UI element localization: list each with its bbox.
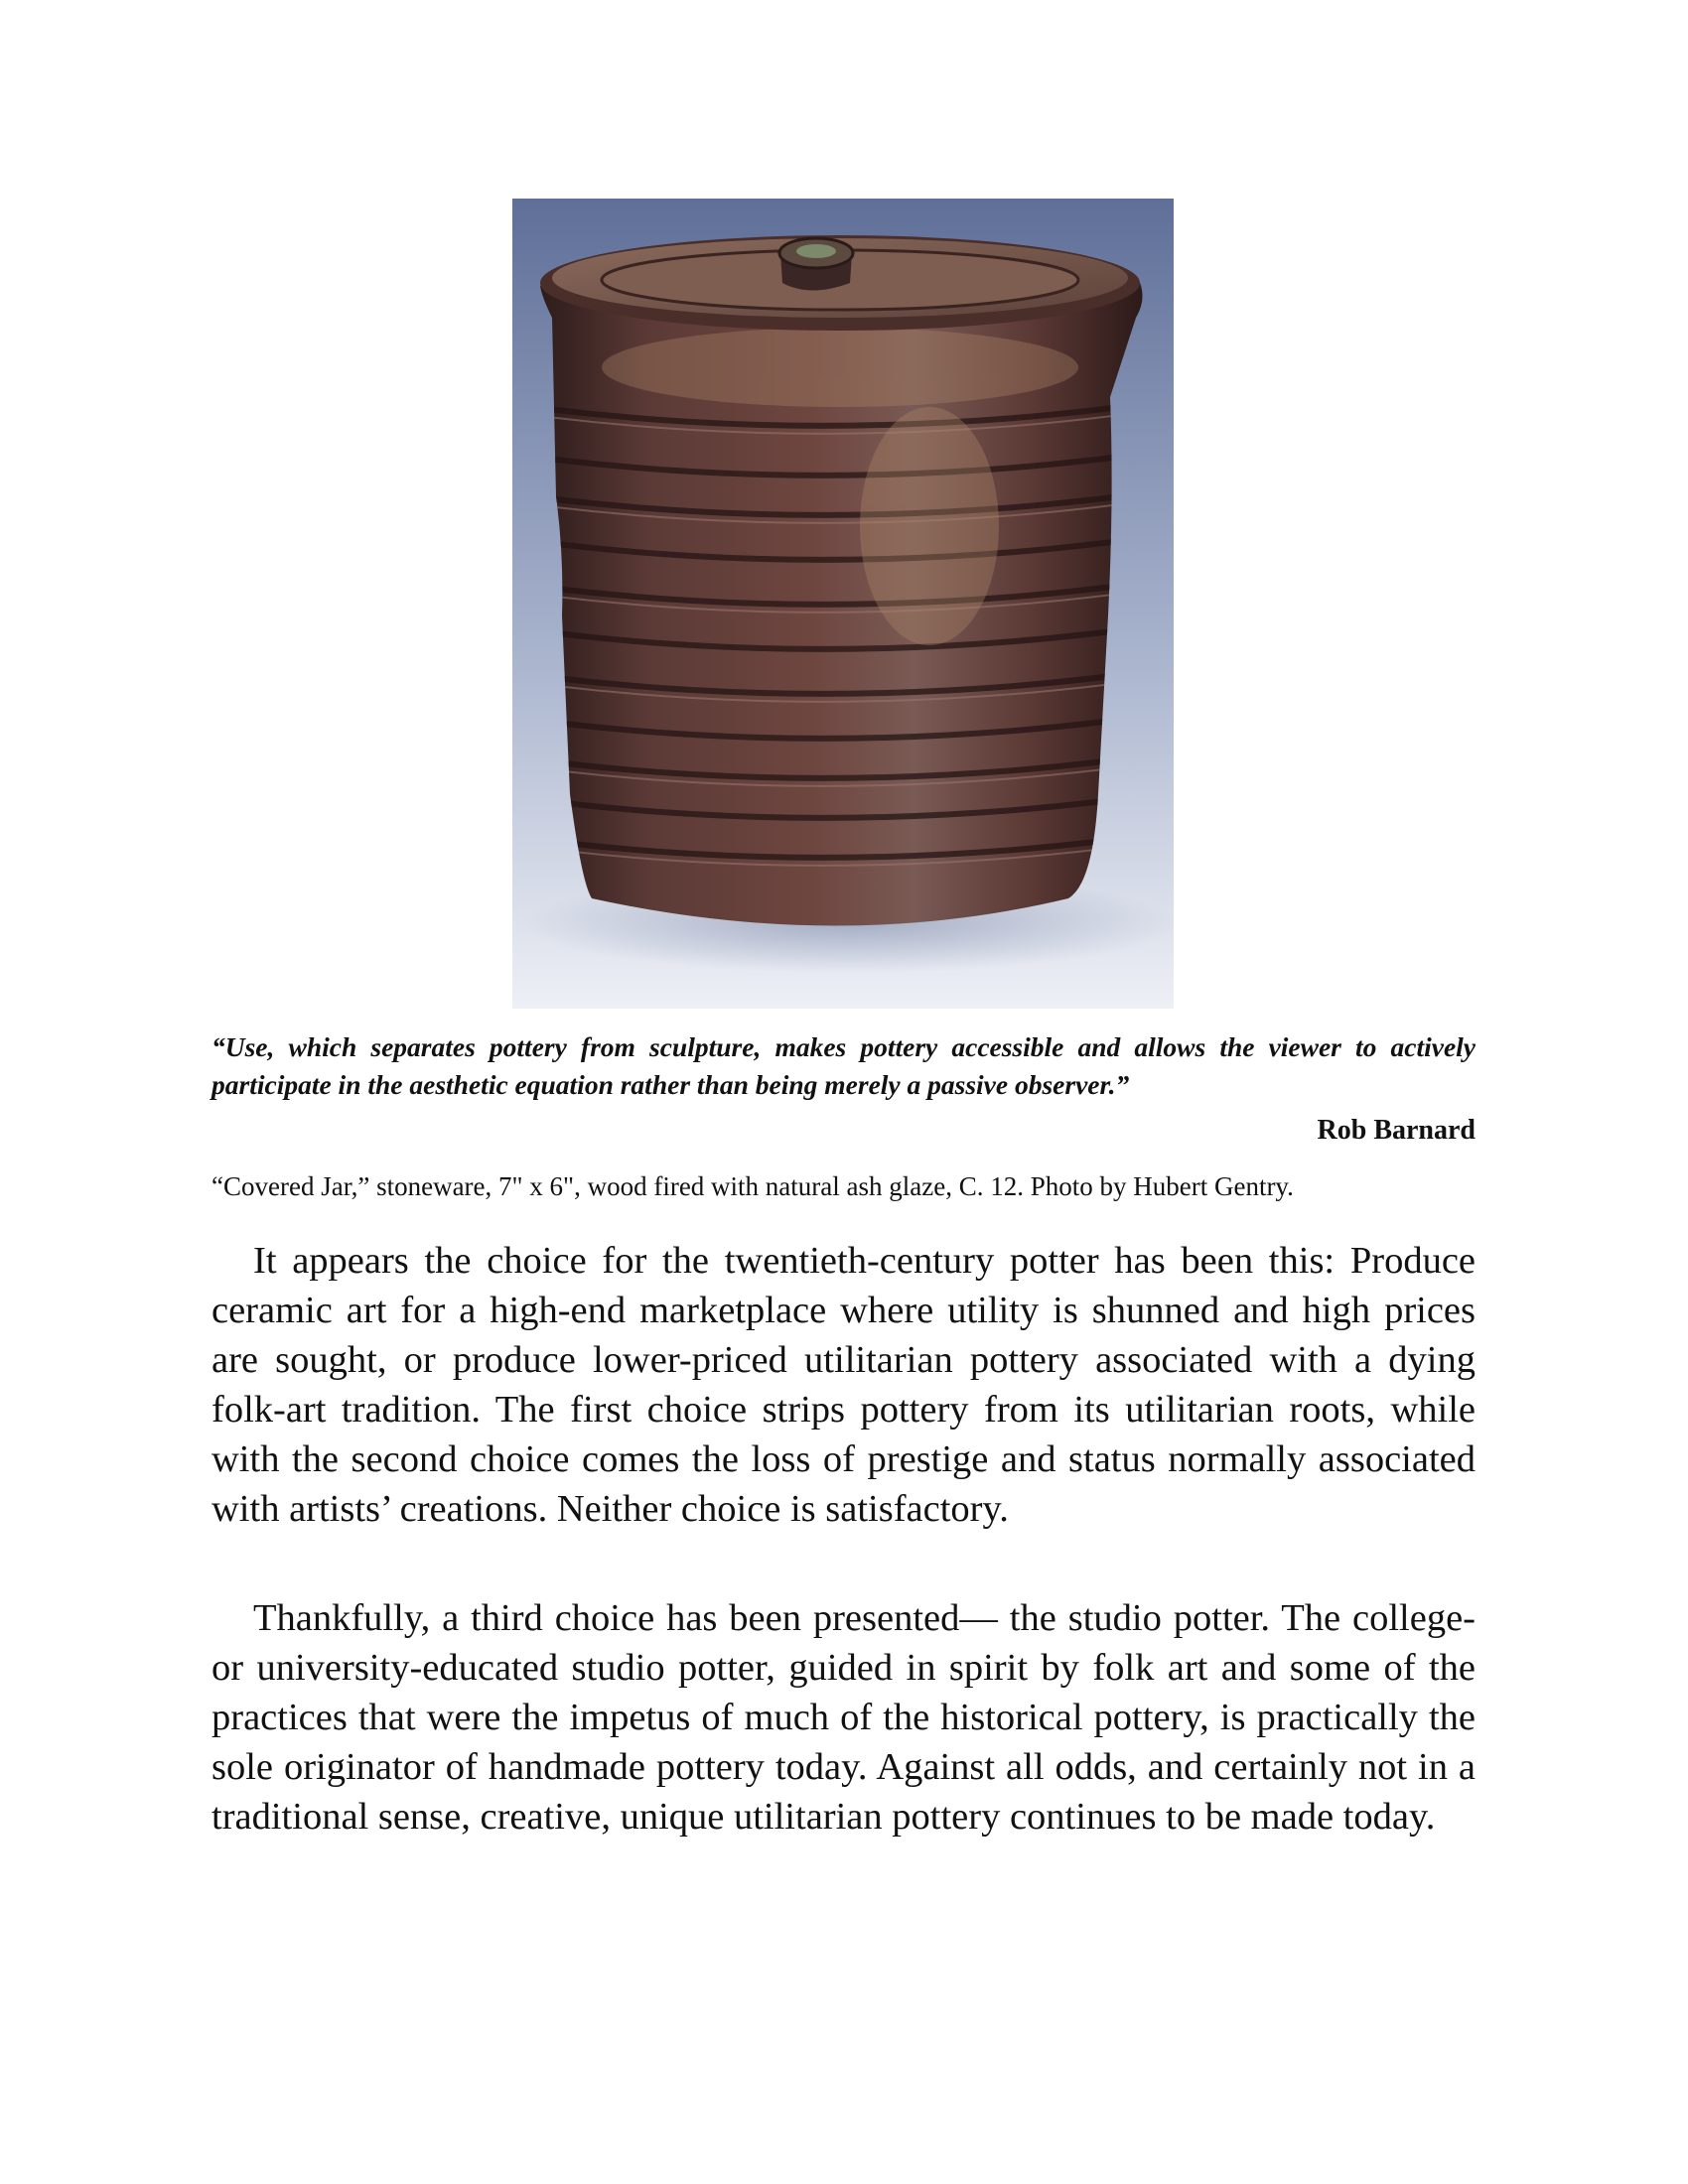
covered-jar-photo — [512, 199, 1174, 1009]
body-paragraph-1: It appears the choice for the twentieth-century potter has been this: Produce ceramic art for a high-end marketplace where utility is shunned and high prices are sought, or produce lower-priced utilitarian pottery associated with a dying folk-art tradition. The first choice strips pottery from its utilitarian roots, while with the second choice comes the loss of prestige and status normally associated with artists’ creations. Neither choice is satisfactory. — [211, 1240, 1476, 1530]
covered-jar-illustration — [512, 199, 1174, 1009]
photo-caption: “Covered Jar,” stoneware, 7" x 6", wood fired with natural ash glaze, C. 12. Photo by Hubert Gentry. — [211, 1171, 1294, 1201]
body-paragraph-2: Thankfully, a third choice has been presented— the studio potter. The college- or university-educated studio potter, guided in spirit by folk art and some of the practices that were the impetus of much of the historical pottery, is practically the sole originator of handmade pottery today. Against all odds, and certainly not in a traditional sense, creative, unique utilitarian pottery continues to be made today. — [211, 1597, 1476, 1838]
quote-author: Rob Barnard — [1317, 1115, 1476, 1146]
pull-quote: “Use, which separates pottery from sculpture, makes pottery accessible and allows the viewer to actively participate in the aesthetic equation rather than being merely a passive observer.” — [211, 1031, 1476, 1100]
